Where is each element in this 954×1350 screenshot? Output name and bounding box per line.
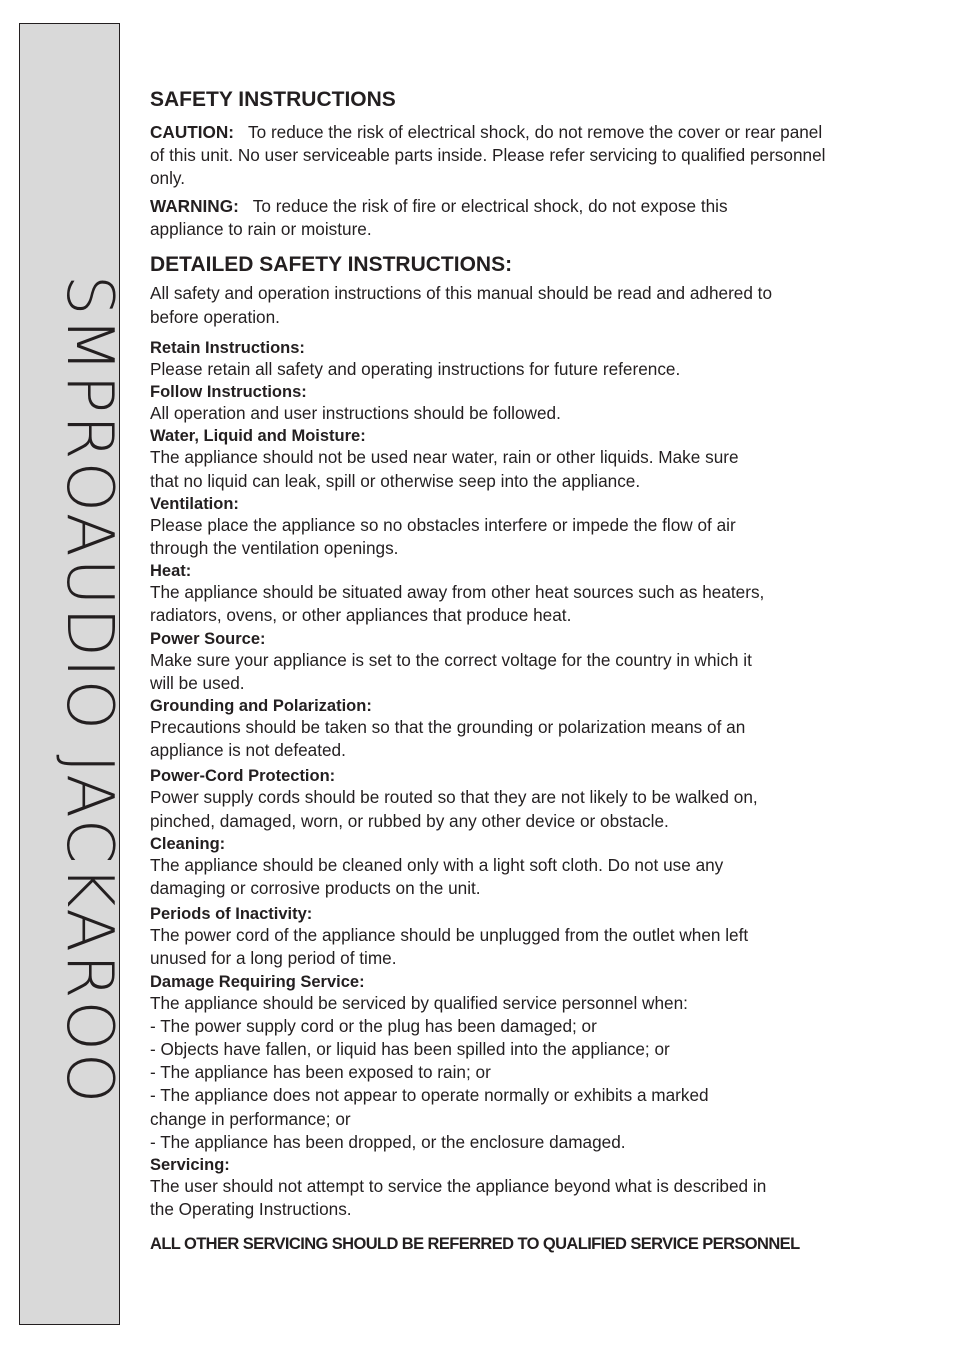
instruction-item-line: appliance is not defeated. — [150, 740, 346, 761]
caution-paragraph — [150, 121, 840, 191]
warning-text: To reduce the risk of fire or electrical shock, do not expose this appliance to rain or moisture. — [150, 195, 728, 239]
instruction-item — [150, 766, 870, 832]
instruction-item-title: Power-Cord Protection: — [150, 767, 336, 786]
instruction-item-title: Damage Requiring Service: — [150, 972, 365, 991]
instruction-item-line: - The appliance has been dropped, or the enclosure damaged. — [150, 1131, 626, 1152]
main-content — [150, 86, 870, 1254]
instruction-item — [150, 494, 870, 560]
instruction-item — [150, 904, 870, 970]
detailed-title: DETAILED SAFETY INSTRUCTIONS: — [150, 253, 513, 277]
instruction-item-title: Water, Liquid and Moisture: — [150, 427, 366, 446]
warning-paragraph — [150, 195, 790, 241]
instruction-list — [150, 338, 870, 1221]
instruction-item — [150, 834, 870, 900]
instruction-item-line: The user should not attempt to service the appliance beyond what is described in — [150, 1176, 767, 1197]
instruction-item-title: Servicing: — [150, 1156, 230, 1175]
instruction-item — [150, 696, 870, 762]
instruction-item-line: - The appliance has been exposed to rain; or — [150, 1062, 491, 1083]
safety-title: SAFETY INSTRUCTIONS — [150, 88, 396, 111]
instruction-item-line: pinched, damaged, worn, or rubbed by any other device or obstacle. — [150, 810, 669, 831]
instruction-item-title: Grounding and Polarization: — [150, 697, 372, 716]
instruction-item-line: - The power supply cord or the plug has been damaged; or — [150, 1015, 597, 1036]
instruction-item-title: Retain Instructions: — [150, 339, 305, 358]
instruction-item-line: Please retain all safety and operating instructions for future reference. — [150, 359, 681, 380]
instruction-item-title: Heat: — [150, 562, 192, 581]
instruction-item-line: Power supply cords should be routed so that they are not likely to be walked on, — [150, 787, 758, 808]
instruction-item — [150, 629, 870, 695]
instruction-item-line: Please place the appliance so no obstacles interfere or impede the flow of air — [150, 514, 736, 535]
instruction-item-line: The power cord of the appliance should be unplugged from the outlet when left — [150, 925, 749, 946]
detailed-intro: All safety and operation instructions of this manual should be read and adhered to before operation. — [150, 283, 773, 328]
instruction-item-line: damaging or corrosive products on the unit. — [150, 878, 481, 899]
instruction-item-line: Precautions should be taken so that the grounding or polarization means of an — [150, 717, 746, 738]
instruction-item-line: radiators, ovens, or other appliances that produce heat. — [150, 605, 572, 626]
caution-text: To reduce the risk of electrical shock, do not remove the cover or rear panel of this unit. No user serviceable parts inside. Please refer servicing to qualified personnel only. — [150, 122, 826, 189]
instruction-item-line: The appliance should not be used near water, rain or other liquids. Make sure — [150, 447, 739, 468]
instruction-item-title: Cleaning: — [150, 834, 226, 853]
instruction-item-line: will be used. — [150, 672, 245, 693]
instruction-item-line: The appliance should be cleaned only with a light soft cloth. Do not use any — [150, 854, 724, 875]
instruction-item-line: through the ventilation openings. — [150, 538, 399, 559]
instruction-item-line: The appliance should be situated away from other heat sources such as heaters, — [150, 582, 765, 603]
instruction-item — [150, 1155, 870, 1221]
instruction-item-line: change in performance; or — [150, 1108, 351, 1129]
brand-logo-text: SMPROAUDIO JACKAROO — [52, 274, 126, 1106]
instruction-item — [150, 972, 870, 1154]
instruction-item-line: Make sure your appliance is set to the correct voltage for the country in which it — [150, 649, 752, 670]
instruction-item-title: Power Source: — [150, 629, 266, 648]
instruction-item-title: Ventilation: — [150, 494, 239, 513]
final-notice: ALL OTHER SERVICING SHOULD BE REFERRED TO QUALIFIED SERVICE PERSONNEL — [150, 1234, 800, 1253]
instruction-item-line: the Operating Instructions. — [150, 1199, 352, 1220]
instruction-item — [150, 426, 870, 492]
instruction-item-line: that no liquid can leak, spill or otherwise seep into the appliance. — [150, 470, 641, 491]
warning-label: WARNING: — [150, 195, 239, 216]
instruction-item — [150, 382, 870, 425]
caution-label: CAUTION: — [150, 122, 235, 142]
instruction-item-title: Follow Instructions: — [150, 383, 307, 402]
sidebar-band — [19, 23, 126, 1325]
instruction-item-title: Periods of Inactivity: — [150, 905, 313, 924]
instruction-item-line: The appliance should be serviced by qualified service personnel when: — [150, 992, 688, 1013]
instruction-item — [150, 561, 870, 627]
instruction-item-line: - Objects have fallen, or liquid has been spilled into the appliance; or — [150, 1039, 670, 1060]
instruction-item-line: - The appliance does not appear to operate normally or exhibits a marked — [150, 1085, 709, 1106]
instruction-item-line: unused for a long period of time. — [150, 948, 397, 969]
instruction-item — [150, 338, 870, 381]
instruction-item-line: All operation and user instructions should be followed. — [150, 403, 561, 424]
